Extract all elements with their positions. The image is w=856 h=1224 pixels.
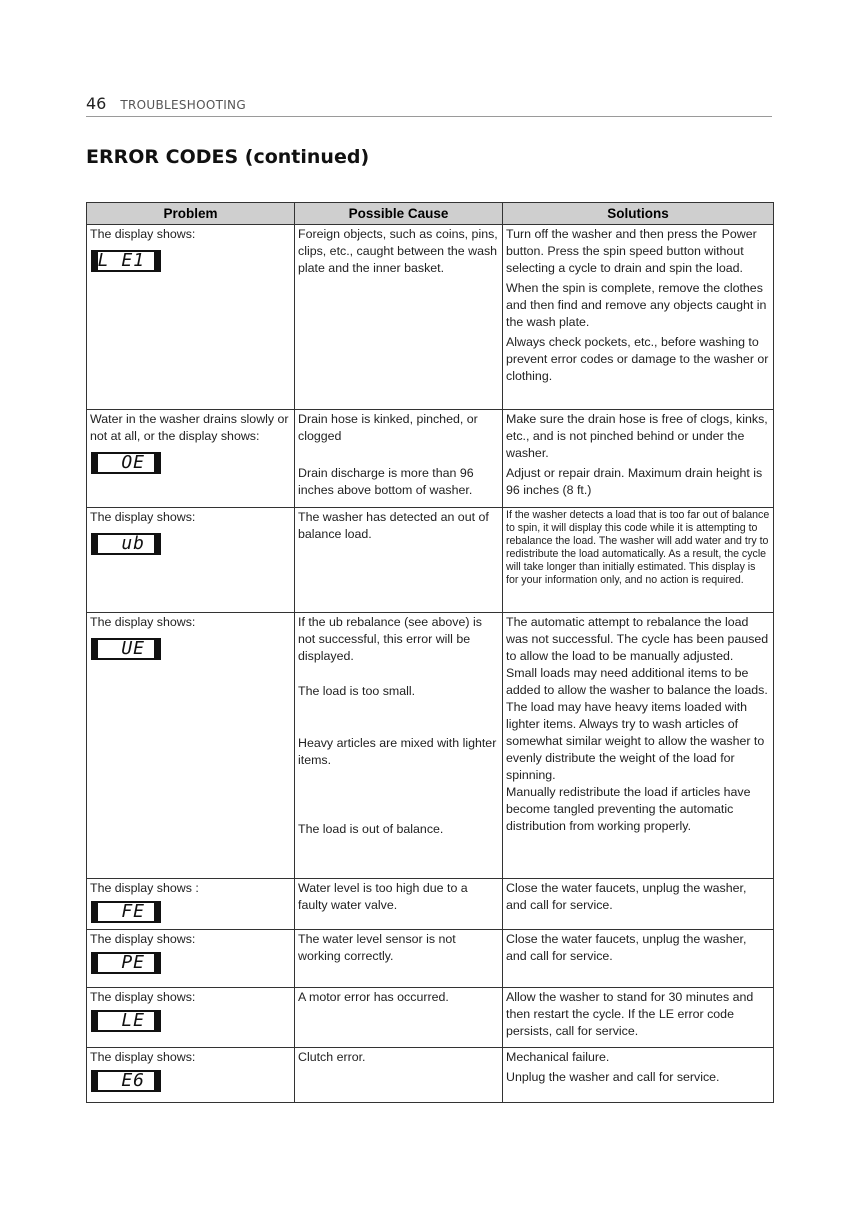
header-solutions: Solutions — [503, 203, 774, 225]
table-row — [87, 1048, 774, 1103]
solution-text: Make sure the drain hose is free of clogs, kinks, etc., and is not pinched behind or under the washer. — [506, 412, 768, 460]
problem-cell — [87, 410, 295, 508]
cause-text: Drain hose is kinked, pinched, or clogged — [298, 412, 478, 443]
problem-cell — [87, 508, 295, 613]
page-header — [86, 94, 772, 117]
display-code-icon — [91, 452, 161, 474]
cause-cell — [295, 613, 503, 879]
cause-cell — [295, 410, 503, 508]
display-code: L E1 — [97, 250, 145, 271]
cause-text: The load is too small. — [298, 684, 416, 698]
page-title: ERROR CODES (continued) — [86, 146, 370, 168]
display-code: UE — [121, 638, 145, 659]
problem-cell — [87, 879, 295, 930]
solution-cell — [503, 879, 774, 930]
solution-cell — [503, 410, 774, 508]
cause-text: Heavy articles are mixed with lighter items. — [298, 736, 497, 767]
section-title: TROUBLESHOOTING — [120, 98, 246, 112]
solution-text: Always check pockets, etc., before washing to prevent error codes or damage to the washer or clothing. — [506, 335, 769, 383]
solution-cell — [503, 613, 774, 879]
solution-text: Mechanical failure. — [506, 1050, 610, 1064]
page-number: 46 — [86, 94, 107, 113]
display-code-icon — [91, 1010, 161, 1032]
header-possible-cause: Possible Cause — [295, 203, 503, 225]
table-row — [87, 879, 774, 930]
solution-cell — [503, 930, 774, 988]
problem-cell — [87, 930, 295, 988]
cause-cell — [295, 988, 503, 1048]
problem-text: The display shows : — [90, 881, 199, 895]
solution-text: If the washer detects a load that is too far out of balance to spin, it will display this code while it is attempting to rebalance the load. The washer will add water and try to redistribute the load automatically. As a result, the cycle will take longer than initially estimated. This display is for your information only, and no action is required. — [506, 509, 770, 586]
cause-text: The load is out of balance. — [298, 822, 444, 836]
cause-text: Drain discharge is more than 96 inches above bottom of washer. — [298, 466, 474, 497]
problem-text: The display shows: — [90, 227, 196, 241]
solution-text: The load may have heavy items loaded with lighter items. Always try to wash articles of somewhat similar weight to allow the washer to evenly distribute the weight of the load for spinning. — [506, 700, 765, 782]
header-problem: Problem — [87, 203, 295, 225]
problem-text: The display shows: — [90, 1050, 196, 1064]
solution-text: Unplug the washer and call for service. — [506, 1070, 720, 1084]
solution-text: The automatic attempt to rebalance the load was not successful. The cycle has been paused to allow the load to be manually adjusted. — [506, 615, 769, 663]
display-code-icon — [91, 952, 161, 974]
display-code-icon — [91, 1070, 161, 1092]
solution-text: Small loads may need additional items to be added to allow the washer to balance the loads. — [506, 666, 768, 697]
problem-cell — [87, 1048, 295, 1103]
cause-text: A motor error has occurred. — [298, 990, 449, 1004]
solution-text: Adjust or repair drain. Maximum drain height is 96 inches (8 ft.) — [506, 466, 763, 497]
problem-text: The display shows: — [90, 990, 196, 1004]
display-code: LE — [121, 1010, 145, 1031]
error-codes-table — [86, 202, 774, 1103]
cause-cell — [295, 1048, 503, 1103]
cause-text: Foreign objects, such as coins, pins, clips, etc., caught between the wash plate and the inner basket. — [298, 227, 498, 275]
display-code: PE — [121, 952, 145, 973]
solution-text: Allow the washer to stand for 30 minutes and then restart the cycle. If the LE error code persists, call for service. — [506, 990, 754, 1038]
table-header-row — [87, 203, 774, 225]
display-code: ub — [121, 533, 145, 554]
solution-text: Turn off the washer and then press the Power button. Press the spin speed button without selecting a cycle to drain and spin the load. — [506, 227, 757, 275]
cause-text: The water level sensor is not working correctly. — [298, 932, 456, 963]
solution-text: Close the water faucets, unplug the washer, and call for service. — [506, 881, 747, 912]
problem-text: The display shows: — [90, 615, 196, 629]
cause-text: If the ub rebalance (see above) is not successful, this error will be displayed. — [298, 615, 482, 663]
table-row — [87, 930, 774, 988]
display-code: E6 — [121, 1070, 145, 1091]
cause-cell — [295, 879, 503, 930]
solution-cell — [503, 508, 774, 613]
display-code-icon — [91, 638, 161, 660]
display-code: FE — [121, 901, 145, 922]
table-row — [87, 225, 774, 410]
problem-cell — [87, 613, 295, 879]
display-code-icon — [91, 250, 161, 272]
table-row — [87, 410, 774, 508]
problem-cell — [87, 225, 295, 410]
display-code-icon — [91, 901, 161, 923]
cause-cell — [295, 508, 503, 613]
problem-cell — [87, 988, 295, 1048]
solution-text: When the spin is complete, remove the clothes and then find and remove any objects caught in the wash plate. — [506, 281, 767, 329]
table-row — [87, 508, 774, 613]
display-code: OE — [121, 452, 145, 473]
solution-text: Close the water faucets, unplug the washer, and call for service. — [506, 932, 747, 963]
table-row — [87, 988, 774, 1048]
problem-text: The display shows: — [90, 510, 196, 524]
solution-cell — [503, 988, 774, 1048]
cause-text: Clutch error. — [298, 1050, 366, 1064]
cause-cell — [295, 225, 503, 410]
cause-cell — [295, 930, 503, 988]
problem-text: Water in the washer drains slowly or not at all, or the display shows: — [90, 412, 289, 443]
display-code-icon — [91, 533, 161, 555]
problem-text: The display shows: — [90, 932, 196, 946]
cause-text: The washer has detected an out of balance load. — [298, 510, 489, 541]
cause-text: Water level is too high due to a faulty water valve. — [298, 881, 468, 912]
table-row — [87, 613, 774, 879]
solution-text: Manually redistribute the load if articles have become tangled preventing the automatic distribution from working properly. — [506, 785, 751, 833]
solution-cell — [503, 225, 774, 410]
solution-cell — [503, 1048, 774, 1103]
